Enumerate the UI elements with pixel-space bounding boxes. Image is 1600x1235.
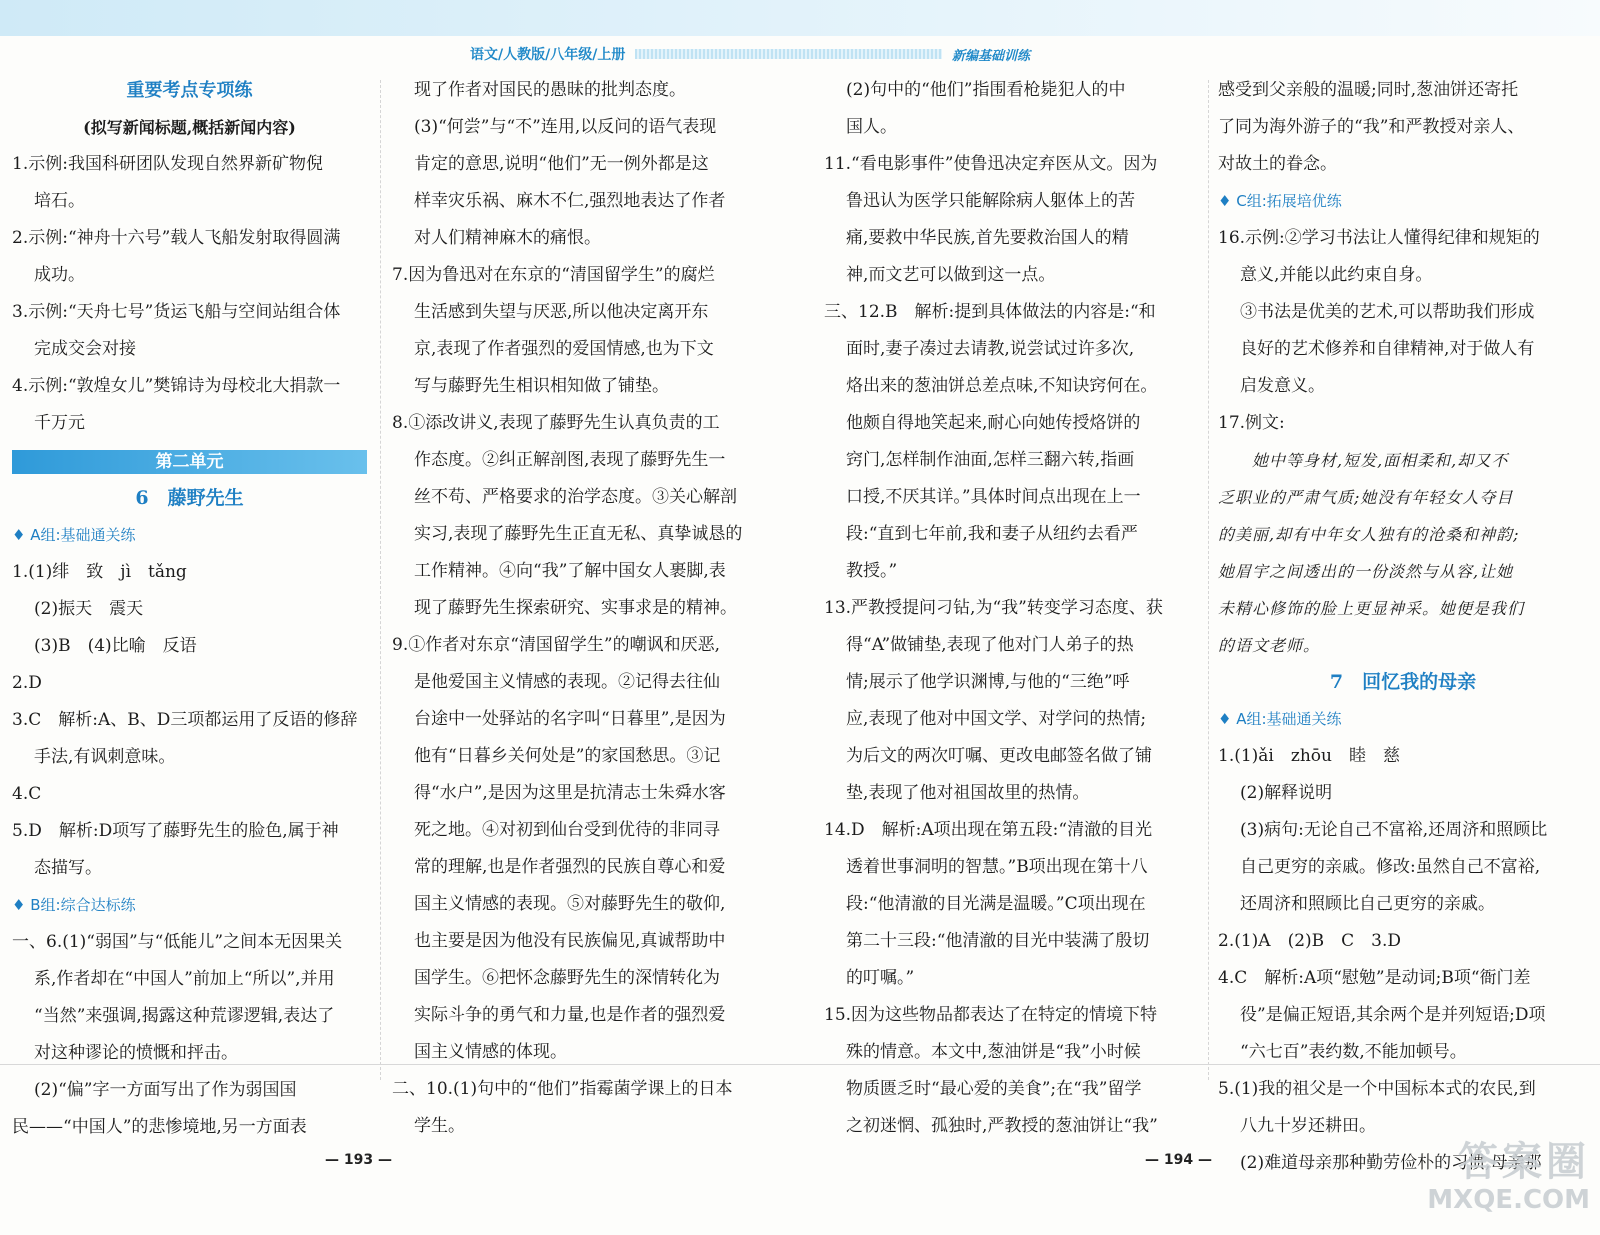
page-fold-line: [0, 1064, 1600, 1065]
watermark-text: 答案圈: [1458, 1139, 1590, 1185]
group-label-a: ♦ A组:基础通关练: [1218, 710, 1342, 728]
answer-line: 段:“直到七年前,我和妻子从纽约去看严: [846, 524, 1138, 544]
answer-line: 窍门,怎样制作油面,怎样三翻六转,指画: [846, 450, 1135, 470]
header-subject: 语文/人教版/八年级/上册: [470, 47, 626, 63]
top-color-band: [0, 0, 1600, 36]
answer-line: 三、12.B 解析:提到具体做法的内容是:“和: [824, 302, 1156, 322]
answer-line: 教授。”: [846, 561, 898, 581]
answer-line: 培石。: [34, 191, 85, 211]
answer-line: 2.示例:“神舟十六号”载人飞船发射取得圆满: [12, 228, 341, 248]
answer-line: 物质匮乏时“最心爱的美食”;在“我”留学: [846, 1079, 1142, 1099]
group-label-b: ♦ B组:综合达标练: [12, 896, 136, 914]
answer-line: 应,表现了他对中国文学、对学问的热情;: [846, 709, 1147, 729]
answer-line: 5.(1)我的祖父是一个中国标本式的农民,到: [1218, 1079, 1536, 1099]
answer-line: 完成交会对接: [34, 339, 136, 359]
answer-line: 8.①添改讲义,表现了藤野先生认真负责的工: [392, 413, 720, 433]
answer-line: 良好的艺术修养和自律精神,对于做人有: [1240, 339, 1535, 359]
answer-line: 11.“看电影事件”使鲁迅决定弃医从文。因为: [824, 154, 1158, 174]
handwritten-line: 她眉宇之间透出的一份淡然与从容,让她: [1218, 562, 1514, 581]
answer-line: 国主义情感的表现。⑤对藤野先生的敬仰,: [414, 894, 726, 914]
handwritten-line: 的语文老师。: [1218, 636, 1321, 655]
answer-line: “六七百”表约数,不能加顿号。: [1240, 1042, 1467, 1062]
answer-line: 态描写。: [34, 858, 102, 878]
answer-line: 他颇自得地笑起来,耐心向她传授烙饼的: [846, 413, 1141, 433]
answer-line: ③书法是优美的艺术,可以帮助我们形成: [1240, 302, 1535, 322]
answer-line: 垫,表现了他对祖国故里的热情。: [846, 783, 1090, 803]
handwritten-line: 乏职业的严肃气质;她没有年轻女人夺目: [1218, 488, 1514, 507]
unit-banner: 第二单元: [12, 450, 367, 474]
answer-line: 5.D 解析:D项写了藤野先生的脸色,属于神: [12, 821, 339, 841]
header-decor-bar: [635, 49, 942, 59]
answer-line: (2)难道母亲那种勤劳俭朴的习惯,母亲那: [1240, 1153, 1542, 1173]
answer-line: 台途中一处驿站的名字叫“日暮里”,是因为: [414, 709, 726, 729]
answer-line: 国主义情感的体现。: [414, 1042, 567, 1062]
answer-line: 也主要是因为他没有民族偏见,真诚帮助中: [414, 931, 726, 951]
answer-line: 得“A”做铺垫,表现了他对门人弟子的热: [846, 635, 1134, 655]
answer-line: 7.因为鲁迅对在东京的“清国留学生”的腐烂: [392, 265, 715, 285]
answer-line: 实际斗争的勇气和力量,也是作者的强烈爱: [414, 1005, 726, 1025]
answer-line: 对人们精神麻木的痛恨。: [414, 228, 601, 248]
handwritten-line: 未精心修饰的脸上更显神采。她便是我们: [1218, 599, 1525, 618]
lesson-title: 6 藤野先生: [135, 487, 244, 509]
answer-line: 之初迷惘、孤独时,严教授的葱油饼让“我”: [846, 1116, 1158, 1136]
answer-line: 为后文的两次叮嘱、更改电邮签名做了铺: [846, 746, 1152, 766]
answer-line: (2)解释说明: [1240, 783, 1333, 803]
answer-line: 面时,妻子凑过去请教,说尝试过许多次,: [846, 339, 1135, 359]
answer-line: 肯定的意思,说明“他们”无一例外都是这: [414, 154, 709, 174]
group-label-a: ♦ A组:基础通关练: [12, 526, 136, 544]
answer-line: 4.示例:“敦煌女儿”樊锦诗为母校北大捐款一: [12, 376, 341, 396]
answer-line: 一、6.(1)“弱国”与“低能儿”之间本无因果关: [12, 932, 343, 952]
answer-line: 国人。: [846, 117, 897, 137]
answer-line: 17.例文:: [1218, 413, 1285, 433]
answer-line: (3)“何尝”与“不”连用,以反问的语气表现: [414, 117, 717, 137]
answer-line: 3.示例:“天舟七号”货运飞船与空间站组合体: [12, 302, 341, 322]
answer-line: 学生。: [414, 1116, 465, 1136]
column-3: [824, 72, 1204, 1145]
answer-line: 自己更穷的亲戚。修改:虽然自己不富裕,: [1240, 857, 1541, 877]
answer-line: “当然”来强调,揭露这种荒谬逻辑,表达了: [34, 1006, 335, 1026]
answer-line: 情;展示了他学识渊博,与他的“三绝”呼: [846, 672, 1130, 692]
answer-line: 殊的情意。本文中,葱油饼是“我”小时候: [846, 1042, 1141, 1062]
answer-line: 的叮嘱。”: [846, 968, 915, 988]
watermark-logo: [1400, 1140, 1590, 1230]
section-title: 重要考点专项练: [126, 80, 253, 101]
answer-line: 八九十岁还耕田。: [1240, 1116, 1376, 1136]
page-number-right: — 194 —: [1145, 1152, 1212, 1168]
answer-line: 第二十三段:“他清澈的目光中装满了殷切: [846, 931, 1150, 951]
answer-line: 1.(1)ǎi zhōu 睦 慈: [1218, 746, 1400, 766]
answer-line: 烙出来的葱油饼总差点味,不知诀窍何在。: [846, 376, 1158, 396]
answer-line: 常的理解,也是作者强烈的民族自尊心和爱: [414, 857, 726, 877]
handwritten-line: 的美丽,却有中年女人独有的沧桑和神韵;: [1218, 525, 1520, 544]
lesson-title: 7 回忆我的母亲: [1329, 671, 1477, 693]
answer-line: 13.严教授提问刁钻,为“我”转变学习态度、获: [824, 598, 1163, 618]
page-header: [470, 44, 1030, 64]
column-2: [392, 72, 772, 1145]
column-4: [1218, 72, 1590, 1185]
answer-line: 工作精神。④向“我”了解中国女人裹脚,表: [414, 561, 726, 581]
section-subtitle: (拟写新闻标题,概括新闻内容): [83, 118, 296, 137]
answer-line: 还周济和照顾比自己更穷的亲戚。: [1240, 894, 1495, 914]
answer-line: 民——“中国人”的悲惨境地,另一方面表: [12, 1117, 307, 1137]
answer-line: 2.D: [12, 673, 42, 693]
answer-line: 他有“日暮乡关何处是”的家国愁思。③记: [414, 746, 721, 766]
answer-line: 15.因为这些物品都表达了在特定的情境下特: [824, 1005, 1158, 1025]
answer-line: 系,作者却在“中国人”前加上“所以”,并用: [34, 969, 335, 989]
answer-line: 国学生。⑥把怀念藤野先生的深情转化为: [414, 968, 720, 988]
answer-line: 神,而文艺可以做到这一点。: [846, 265, 1056, 285]
answer-line: (2)句中的“他们”指围看枪毙犯人的中: [846, 80, 1126, 100]
answer-line: (2)“偏”字一方面写出了作为弱国国: [34, 1080, 297, 1100]
answer-line: 现了作者对国民的愚昧的批判态度。: [414, 80, 686, 100]
answer-line: 透着世事洞明的智慧。”B项出现在第十八: [846, 857, 1148, 877]
answer-line: 了同为海外游子的“我”和严教授对亲人、: [1218, 117, 1525, 137]
answer-line: 对故土的眷念。: [1218, 154, 1337, 174]
answer-line: 2.(1)A (2)B C 3.D: [1218, 931, 1402, 951]
group-label-c: ♦ C组:拓展培优练: [1218, 192, 1342, 210]
answer-line: 14.D 解析:A项出现在第五段:“清澈的目光: [824, 820, 1153, 840]
answer-line: 4.C 解析:A项“慰勉”是动词;B项“衙门差: [1218, 968, 1531, 988]
answer-line: 死之地。④对初到仙台受到优待的非同寻: [414, 820, 720, 840]
page-number-left: — 193 —: [325, 1152, 392, 1168]
answer-line: 启发意义。: [1240, 376, 1325, 396]
answer-line: 1.示例:我国科研团队发现自然界新矿物倪: [12, 154, 323, 174]
answer-line: 口授,不厌其详。”具体时间点出现在上一: [846, 487, 1141, 507]
header-series: 新编基础训练: [951, 48, 1030, 64]
answer-line: 得“水户”,是因为这里是抗清志士朱舜水客: [414, 783, 726, 803]
answer-line: 3.C 解析:A、B、D三项都运用了反语的修辞: [12, 710, 358, 730]
handwritten-line: 她中等身材,短发,面相柔和,却又不: [1252, 451, 1509, 470]
answer-line: 役”是偏正短语,其余两个是并列短语;D项: [1240, 1005, 1546, 1025]
column-divider: [380, 80, 381, 1080]
answer-line: 4.C: [12, 784, 42, 804]
column-divider: [1208, 80, 1209, 1080]
answer-line: 对这种谬论的愤慨和抨击。: [34, 1043, 238, 1063]
answer-line: 意义,并能以此约束自身。: [1240, 265, 1433, 285]
answer-line: 千万元: [34, 413, 85, 433]
answer-line: 成功。: [34, 265, 85, 285]
answer-line: (2)振天 震天: [34, 599, 144, 619]
answer-line: 作态度。②纠正解剖图,表现了藤野先生一: [414, 450, 726, 470]
answer-line: 现了藤野先生探索研究、实事求是的精神。: [414, 598, 737, 618]
answer-line: 9.①作者对东京“清国留学生”的嘲讽和厌恶,: [392, 635, 721, 655]
answer-line: (3)病句:无论自己不富裕,还周济和照顾比: [1240, 820, 1548, 840]
answer-line: 痛,要救中华民族,首先要救治国人的精: [846, 228, 1129, 248]
answer-line: 鲁迅认为医学只能解除病人躯体上的苦: [846, 191, 1135, 211]
answer-line: 京,表现了作者强烈的爱国情感,也为下文: [414, 339, 714, 359]
answer-line: 实习,表现了藤野先生正直无私、真挚诚恳的: [414, 524, 743, 544]
column-1: [12, 72, 367, 1146]
answer-line: (3)B (4)比喻 反语: [34, 636, 197, 656]
answer-line: 段:“他清澈的目光满是温暖。”C项出现在: [846, 894, 1146, 914]
answer-line: 是他爱国主义情感的表现。②记得去往仙: [414, 672, 720, 692]
answer-line: 16.示例:②学习书法让人懂得纪律和规矩的: [1218, 228, 1540, 248]
answer-line: 写与藤野先生相识相知做了铺垫。: [414, 376, 669, 396]
watermark-url: MXQE.COM: [1427, 1185, 1590, 1215]
answer-line: 感受到父亲般的温暖;同时,葱油饼还寄托: [1218, 80, 1519, 100]
answer-line: 生活感到失望与厌恶,所以他决定离开东: [414, 302, 709, 322]
answer-line: 手法,有讽刺意味。: [34, 747, 176, 767]
answer-line: 1.(1)绯 致 jì tǎng: [12, 562, 187, 582]
answer-line: 丝不苟、严格要求的治学态度。③关心解剖: [414, 487, 737, 507]
answer-line: 二、10.(1)句中的“他们”指霉菌学课上的日本: [392, 1079, 733, 1099]
answer-line: 样幸灾乐祸、麻木不仁,强烈地表达了作者: [414, 191, 726, 211]
